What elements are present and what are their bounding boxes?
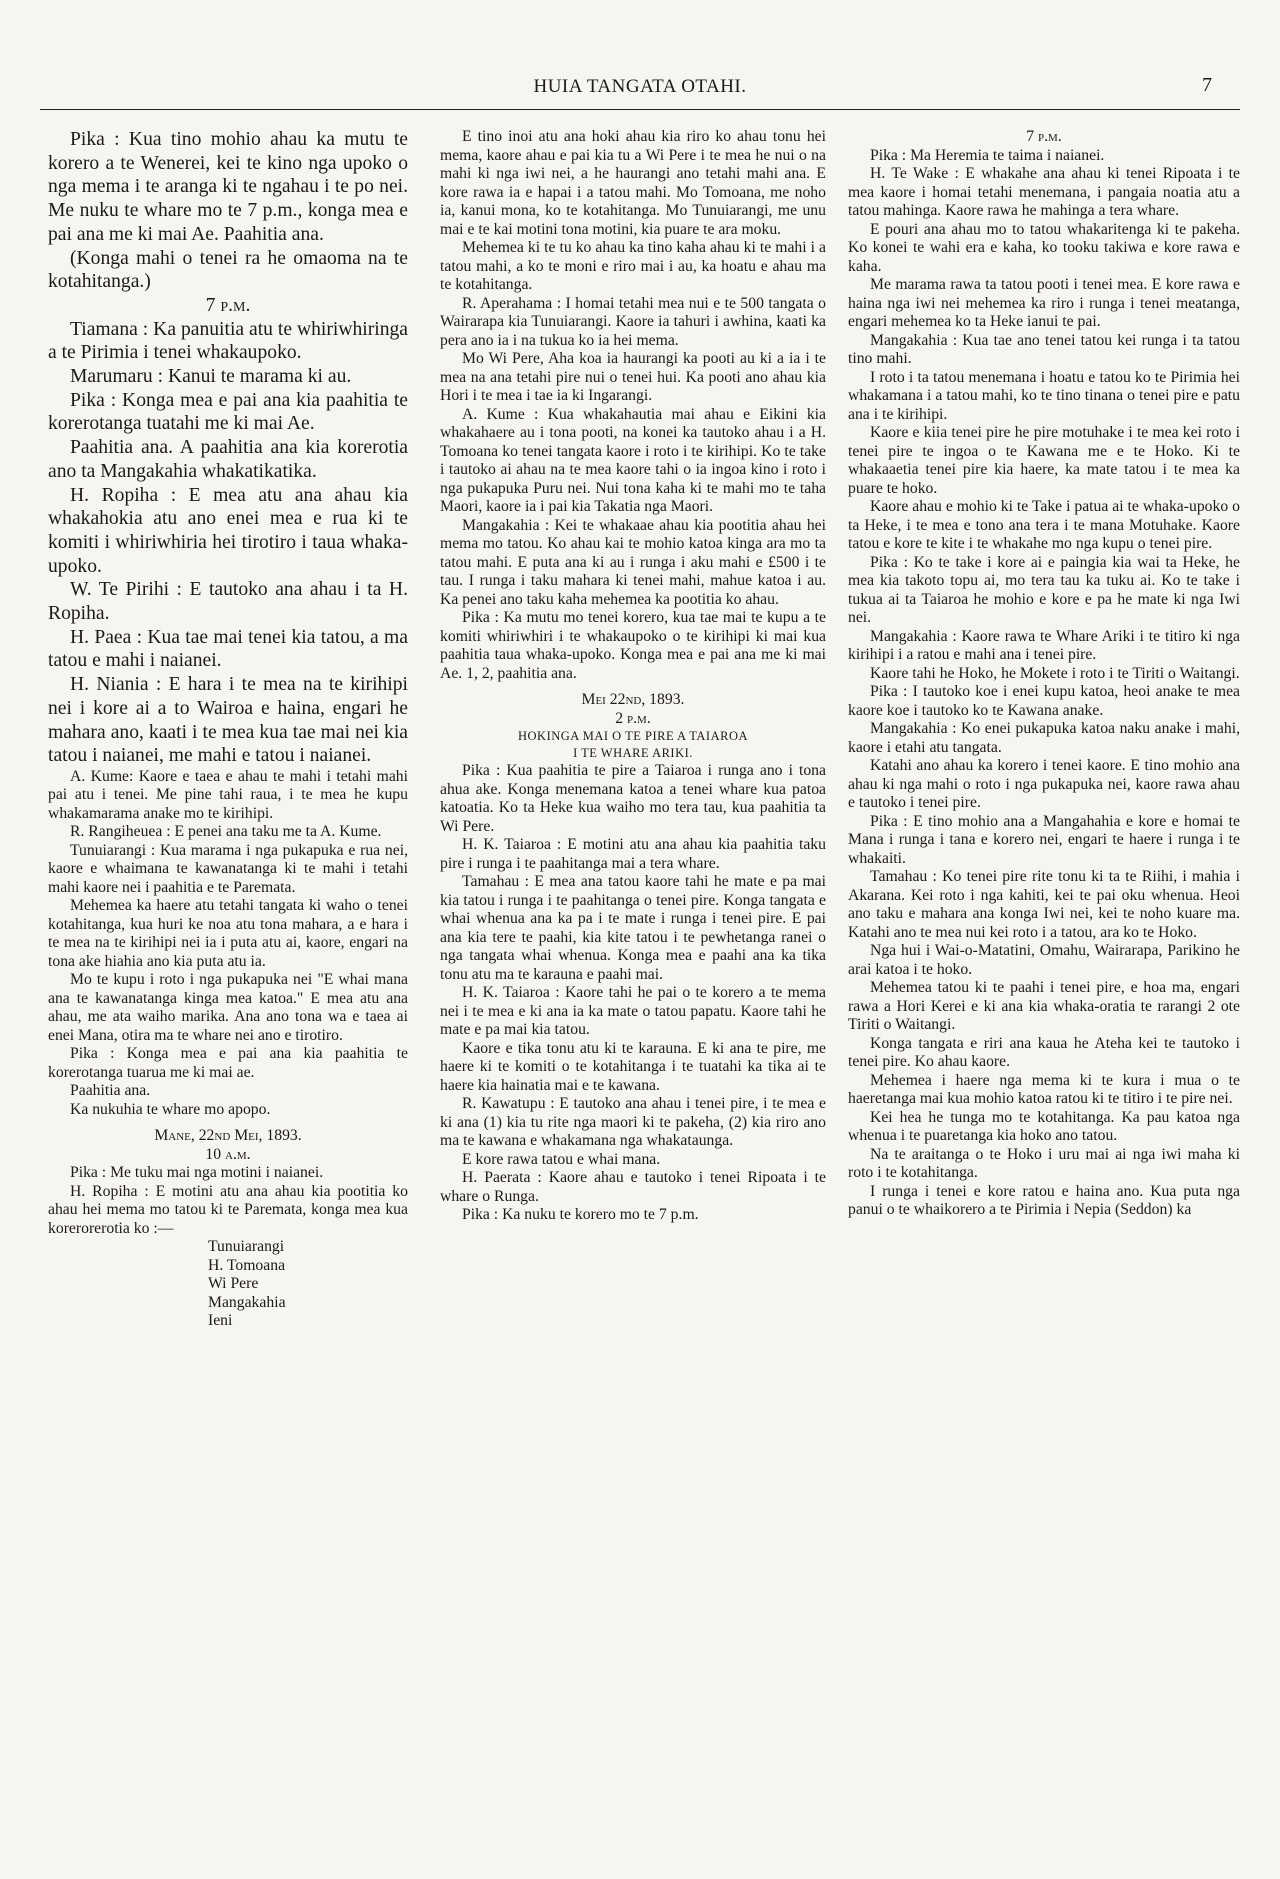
paragraph: Kaore tahi he Hoko, he Mokete i roto i te Tiriti o Waitangi. — [870, 664, 1240, 682]
paragraph: Kaore ahau e mohio ki te Take i patua ai te whaka-upoko o ta Heke, i te mea e tono ana tera i te mana Motuhake. Kaore tatou e kore te kite i te whakahe mo nga kupu o tenei pire. — [848, 498, 1240, 552]
nominee-name: Tunuiarangi — [208, 1238, 285, 1256]
page-number: 7 — [1202, 74, 1212, 96]
paragraph: Tamahau : Ko tenei pire rite tonu ki ta te Riihi, i mahia i Akarana. Kei roto i nga kahiti, kei te pai oku whenua. Heoi ano taku e mahara ana konga Iwi nei, kei te noho kuare ma. Katahi ano te mea nui kei roto i a tatou, ara ko te Hoko. — [848, 868, 1240, 941]
paragraph: Me marama rawa ta tatou pooti i tenei mea. E kore rawa e haina nga iwi nei mehemea ka riro i runga i tenei meatanga, engari mehemea ko ta Heke ianui te pai. — [848, 276, 1240, 330]
time-heading: 7 p.m. — [205, 294, 251, 316]
paragraph: R. Kawatupu : E tautoko ana ahau i tenei pire, i te mea e ki ana (1) kia tu rite nga maori ki te pakeha, (2) kia riro ano ma te kawana e whakamana nga whakataunga. — [440, 1095, 826, 1149]
paragraph: A. Kume : Kua whakahautia mai ahau e Eikini kia whakahaere au i tona pooti, na konei ka tautoko ahau i a H. Tomoana ko tenei tangata kaore i roto i te kirihipi. Ko te take i tautoko ai ahau na te mea kaore tahi o ia ingoa kino i roto i nga pukapuka Puru nei. Nui tona kaha ki te mahi mo te taha Maori, kaore ia i pai kia Takatia nga Maori. — [440, 405, 826, 515]
paragraph: I roto i ta tatou menemana i hoatu e tatou ko te Pirimia hei whakamana i a tatou mahi, ko te tino tinana o tenei pire e patu ana i te kirihipi. — [848, 368, 1240, 423]
column-right — [848, 128, 1240, 1220]
paragraph: Katahi ano ahau ka korero i tenei kaore. E tino mohio ana ahau ki nga mahi o roto i nga pukapuka nei, kaore rawa ahau e tautoko i tenei pire. — [848, 757, 1240, 811]
nominee-list — [48, 1238, 408, 1331]
paragraph: Mangakahia : Kei te whakaae ahau kia pootitia ahau hei mema mo tatou. Ko ahau kai te mohio katoa kinga ara mo ta tatou mahi. E puta ana ki au i runga i aku mahi e £500 i te tau. I runga i taku mahara ki tenei mahi, mahue katoa i au. Ka penei ano taku kaha mehemea ka pootitia ko ahau. — [440, 516, 826, 608]
paragraph: E kore rawa tatou e whai mana. — [462, 1150, 661, 1168]
paragraph: Mangakahia : Kaore rawa te Whare Ariki i te titiro ki nga kirihipi i a ratou e mahi ana i tenei pire. — [848, 627, 1240, 663]
nominee-name: Mangakahia — [208, 1293, 286, 1311]
paragraph: Mehemea tatou ki te paahi i tenei pire, e hoa ma, engari rawa a Hori Kerei e ki ana kia whaka-oratia te rarangi 2 ote Tiriti o Waitangi. — [848, 979, 1240, 1033]
paragraph: Pika : Ka nuku te korero mo te 7 p.m. — [462, 1206, 699, 1223]
paragraph: H. Paea : Kua tae mai tenei kia tatou, a ma tatou e mahi i naianei. — [48, 626, 408, 672]
paragraph: Pika : E tino mohio ana a Mangahahia e kore e homai te Mana i runga i tana e korero nei, engari te haere i runga i te whakaiti. — [848, 812, 1240, 867]
paragraph: Ka nukuhia te whare mo apopo. — [70, 1100, 271, 1118]
nominee-name: Wi Pere — [208, 1275, 259, 1293]
date-heading: Mei 22nd, 1893. — [581, 691, 685, 708]
paragraph: W. Te Pirihi : E tautoko ana ahau i ta H. Ropiha. — [48, 579, 408, 625]
column-middle — [440, 128, 826, 1225]
time-heading: 10 a.m. — [205, 1145, 251, 1163]
time-heading: 7 p.m. — [1026, 128, 1062, 145]
paragraph: H. Ropiha : E mea atu ana ahau kia whakahokia atu ano enei mea e rua ki te komiti i whiriwhiria hei tirotiro i taua whaka-upoko. — [48, 484, 408, 577]
paragraph: E pouri ana ahau mo to tatou whakaritenga ki te pakeha. Ko konei te wahi era e kaha, ko tooku takiwa e kore rawa e kaha. — [848, 220, 1240, 275]
paragraph: Mo te kupu i roto i nga pukapuka nei "E whai mana ana te kawanatanga kinga mea katoa." E mea atu ana ahau, me ata waiho marika. Ana ano tona wa e taea ai enei Mana, otira ma te whare nei ano e tirotiro. — [48, 971, 408, 1044]
paragraph: H. Paerata : Kaore ahau e tautoko i tenei Ripoata i te whare o Runga. — [440, 1169, 826, 1205]
paragraph: Nga hui i Wai-o-Matatini, Omahu, Wairarapa, Parikino he arai katoa i te hoko. — [848, 942, 1240, 978]
paragraph: Mehemea ka haere atu tetahi tangata ki waho o tenei kotahitanga, kua huri ke noa atu tona mahara, a e hara i te mea na te kirihipi nei ia i puta atu ai, kaore, engari na tona ake hiahia ano kia puta atu ia. — [48, 897, 408, 970]
header-rule — [40, 109, 1240, 110]
page-header — [40, 70, 1240, 110]
paragraph: A. Kume: Kaore e taea e ahau te mahi i tetahi mahi pai atu i tenei. Me pine tahi raua, i te mea he kupu whakamarama anake mo te kirihipi. — [48, 767, 408, 822]
paragraph: Kei hea he tunga mo te kotahitanga. Ka pau katoa nga whenua i te puaretanga kia hoko ano tatou. — [848, 1108, 1240, 1144]
paragraph: Pika : Kua tino mohio ahau ka mutu te korero a te Wenerei, kei te kino nga upoko o nga mema i te aranga ki te ngahau i te po nei. Me nuku te whare mo te 7 p.m., konga mea e pai ana me ki mai Ae. Paahitia ana. — [48, 129, 408, 245]
time-heading: 2 p.m. — [615, 709, 651, 727]
paragraph: Mo Wi Pere, Aha koa ia haurangi ka pooti au ki a ia i te mea na ana tetahi pire nui o tenei hui. Ka pooti ano ahau kia Hori i te mea i tae ia ki Ingarangi. — [440, 350, 826, 404]
nominee-name: H. Tomoana — [208, 1256, 286, 1274]
paragraph: Pika : Kua paahitia te pire a Taiaroa i runga ano i tona ahua ake. Konga menemana katoa a tenei whare kua patoa katoatia. Ko ta Heke kua waiho mo tera tau, kua paahitia ta Wi Pere. — [440, 762, 826, 835]
paragraph: Kaore e kiia tenei pire he pire motuhake i te mea kei roto i tenei pire te ingoa o te Kawana me e te Hoko. Ki te whakaaetia tenei pire kia haere, ka mate tatou i te mea ka puare te hoko. — [848, 424, 1240, 497]
paragraph: Mehemea ki te tu ko ahau ka tino kaha ahau ki te mahi i a tatou mahi, a ko te moni e riro mai i au, ka hoatu e ahau ma te kotahitanga. — [440, 239, 826, 293]
paragraph: Tiamana : Ka panuitia atu te whiriwhiringa a te Pirimia i tenei whakaupoko. — [48, 318, 408, 364]
paragraph: (Konga mahi o tenei ra he omaoma na te kotahitanga.) — [48, 247, 408, 293]
section-heading: HOKINGA MAI O TE PIRE A TAIAROA — [517, 729, 748, 743]
paragraph: H. Te Wake : E whakahe ana ahau ki tenei Ripoata i te mea kaore i homai tetahi menemana, i pangaia noatia atu a tatou mahinga. Kaore rawa he mahinga a tera whare. — [848, 165, 1240, 219]
paragraph: Tamahau : E mea ana tatou kaore tahi he mate e pa mai kia tatou i runga i te paahitanga o tenei pire. Konga tangata e whai whenua ana ka pa i te mate i runga i tenei pire. E pai ana kia tere te paahi, kia kite tatou i te pewhetanga ranei o nga tangata whai whenua. Konga mea e paahi ana ka tika tonu atu ma te karauna e paahi mai. — [440, 873, 826, 983]
paragraph: Mangakahia : Ko enei pukapuka katoa naku anake i mahi, kaore i etahi atu tangata. — [848, 720, 1240, 756]
paragraph: Pika : Konga mea e pai ana kia paahitia te korerotanga tuarua me ki mai ae. — [48, 1045, 408, 1081]
nominee-name: Ieni — [208, 1312, 233, 1330]
paragraph: Konga tangata e riri ana kaua he Ateha kei te tautoko i tenei pire. Ko ahau kaore. — [848, 1034, 1240, 1070]
paragraph: Marumaru : Kanui te marama ki au. — [70, 366, 352, 388]
paragraph: Pika : I tautoko koe i enei kupu katoa, heoi anake te mea kaore koe i tautoko ko te Kawana anake. — [848, 683, 1240, 719]
paragraph: H. Ropiha : E motini atu ana ahau kia pootitia ko ahau hei mema mo tatou ki te Paremata, konga mea kua korerorerotia ko :— — [48, 1182, 408, 1237]
paragraph: Pika : Ka mutu mo tenei korero, kua tae mai te kupu a te komiti whiriwhiri i te whakaupoko o te kirihipi ki mai kua paahitia taua whaka-upoko. Konga mea e pai ana me ki mai Ae. 1, 2, paahitia ana. — [440, 609, 826, 682]
paragraph: H. Niania : E hara i te mea na te kirihipi nei i kore ai a to Wairoa e haina, engari he mahara ano, kaati i te mea kua tae mai nei kia tatou i naianei, me mahi e tatou i naianei. — [48, 674, 408, 767]
paragraph: H. K. Taiaroa : E motini atu ana ahau kia paahitia taku pire i runga i te paahitanga mai a tera whare. — [440, 836, 826, 872]
paragraph: Kaore e tika tonu atu ki te karauna. E ki ana te pire, me haere ki te komiti o te kotahitanga i te tuatahi ka tika ai te haere kia hainatia mai e te kawana. — [440, 1039, 826, 1094]
paragraph: Pika : Me tuku mai nga motini i naianei. — [70, 1164, 324, 1182]
section-heading: I TE WHARE ARIKI. — [573, 746, 693, 760]
column-left — [48, 128, 408, 1331]
paragraph: E tino inoi atu ana hoki ahau kia riro ko ahau tonu hei mema, kaore ahau e pai kia tu a Wi Pere i te mea he nui o na mahi ki nga iwi nei, a he haurangi ano tetahi mahi ana. E kore rawa ia e hapai i a tatou mahi. Mo Tomoana, me noho ia, kanui mona, ko te kotahitanga. Mo Tunuiarangi, me unu mai e te kai motini tona motini, kia puare te ara moku. — [440, 128, 826, 238]
paragraph: Pika : Ko te take i kore ai e paingia kia wai ta Heke, he mea kia takoto topu ai, mo tera tau ka tuku ai. Ko te take i tukua ai ta Taiaroa he mohio e kore e pa he mate ki nga Iwi nei. — [848, 553, 1240, 626]
paragraph: R. Rangiheuea : E penei ana taku me ta A. Kume. — [70, 823, 382, 841]
paragraph: Mangakahia : Kua tae ano tenei tatou kei runga i ta tatou tino mahi. — [848, 331, 1240, 367]
paragraph: Mehemea i haere nga mema ki te kura i mua o te haeretanga mai kua mohio katoa ratou ki te titiro i te pire nei. — [848, 1071, 1240, 1107]
paragraph: Paahitia ana. — [70, 1082, 151, 1100]
paragraph: Tunuiarangi : Kua marama i nga pukapuka e rua nei, kaore e whaimana te kawanatanga ki te mahi i tetahi mahi kaore nei i paahitia e te Paremata. — [48, 841, 408, 896]
paragraph: I runga i tenei e kore ratou e haina ano. Kua puta nga panui o te whaikorero a te Pirimia i Nepia (Seddon) ka — [848, 1182, 1240, 1218]
paragraph: Pika : Ma Heremia te taima i naianei. — [870, 146, 1105, 164]
paragraph: Na te araitanga o te Hoko i uru mai ai nga iwi maha ki roto i te kotahitanga. — [848, 1145, 1240, 1181]
date-heading: Mane, 22nd Mei, 1893. — [154, 1127, 302, 1145]
paragraph: H. K. Taiaroa : Kaore tahi he pai o te korero a te mema nei i te mea e ki ana ia ka mate o tatou papatu. Kaore tahi he mate e pa mai kia tatou. — [440, 984, 826, 1038]
paragraph: Paahitia ana. A paahitia ana kia korerotia ano ta Mangakahia whakatikatika. — [48, 437, 408, 482]
running-title: HUIA TANGATA OTAHI. — [533, 76, 747, 97]
paragraph: R. Aperahama : I homai tetahi mea nui e te 500 tangata o Wairarapa kia Tunuiarangi. Kaore ia tahuri i awhina, kaati ka pera ano ia i na tukua ko ia hei mema. — [440, 294, 826, 349]
paragraph: Pika : Konga mea e pai ana kia paahitia te korerotanga tuatahi me ki mai Ae. — [48, 389, 408, 435]
